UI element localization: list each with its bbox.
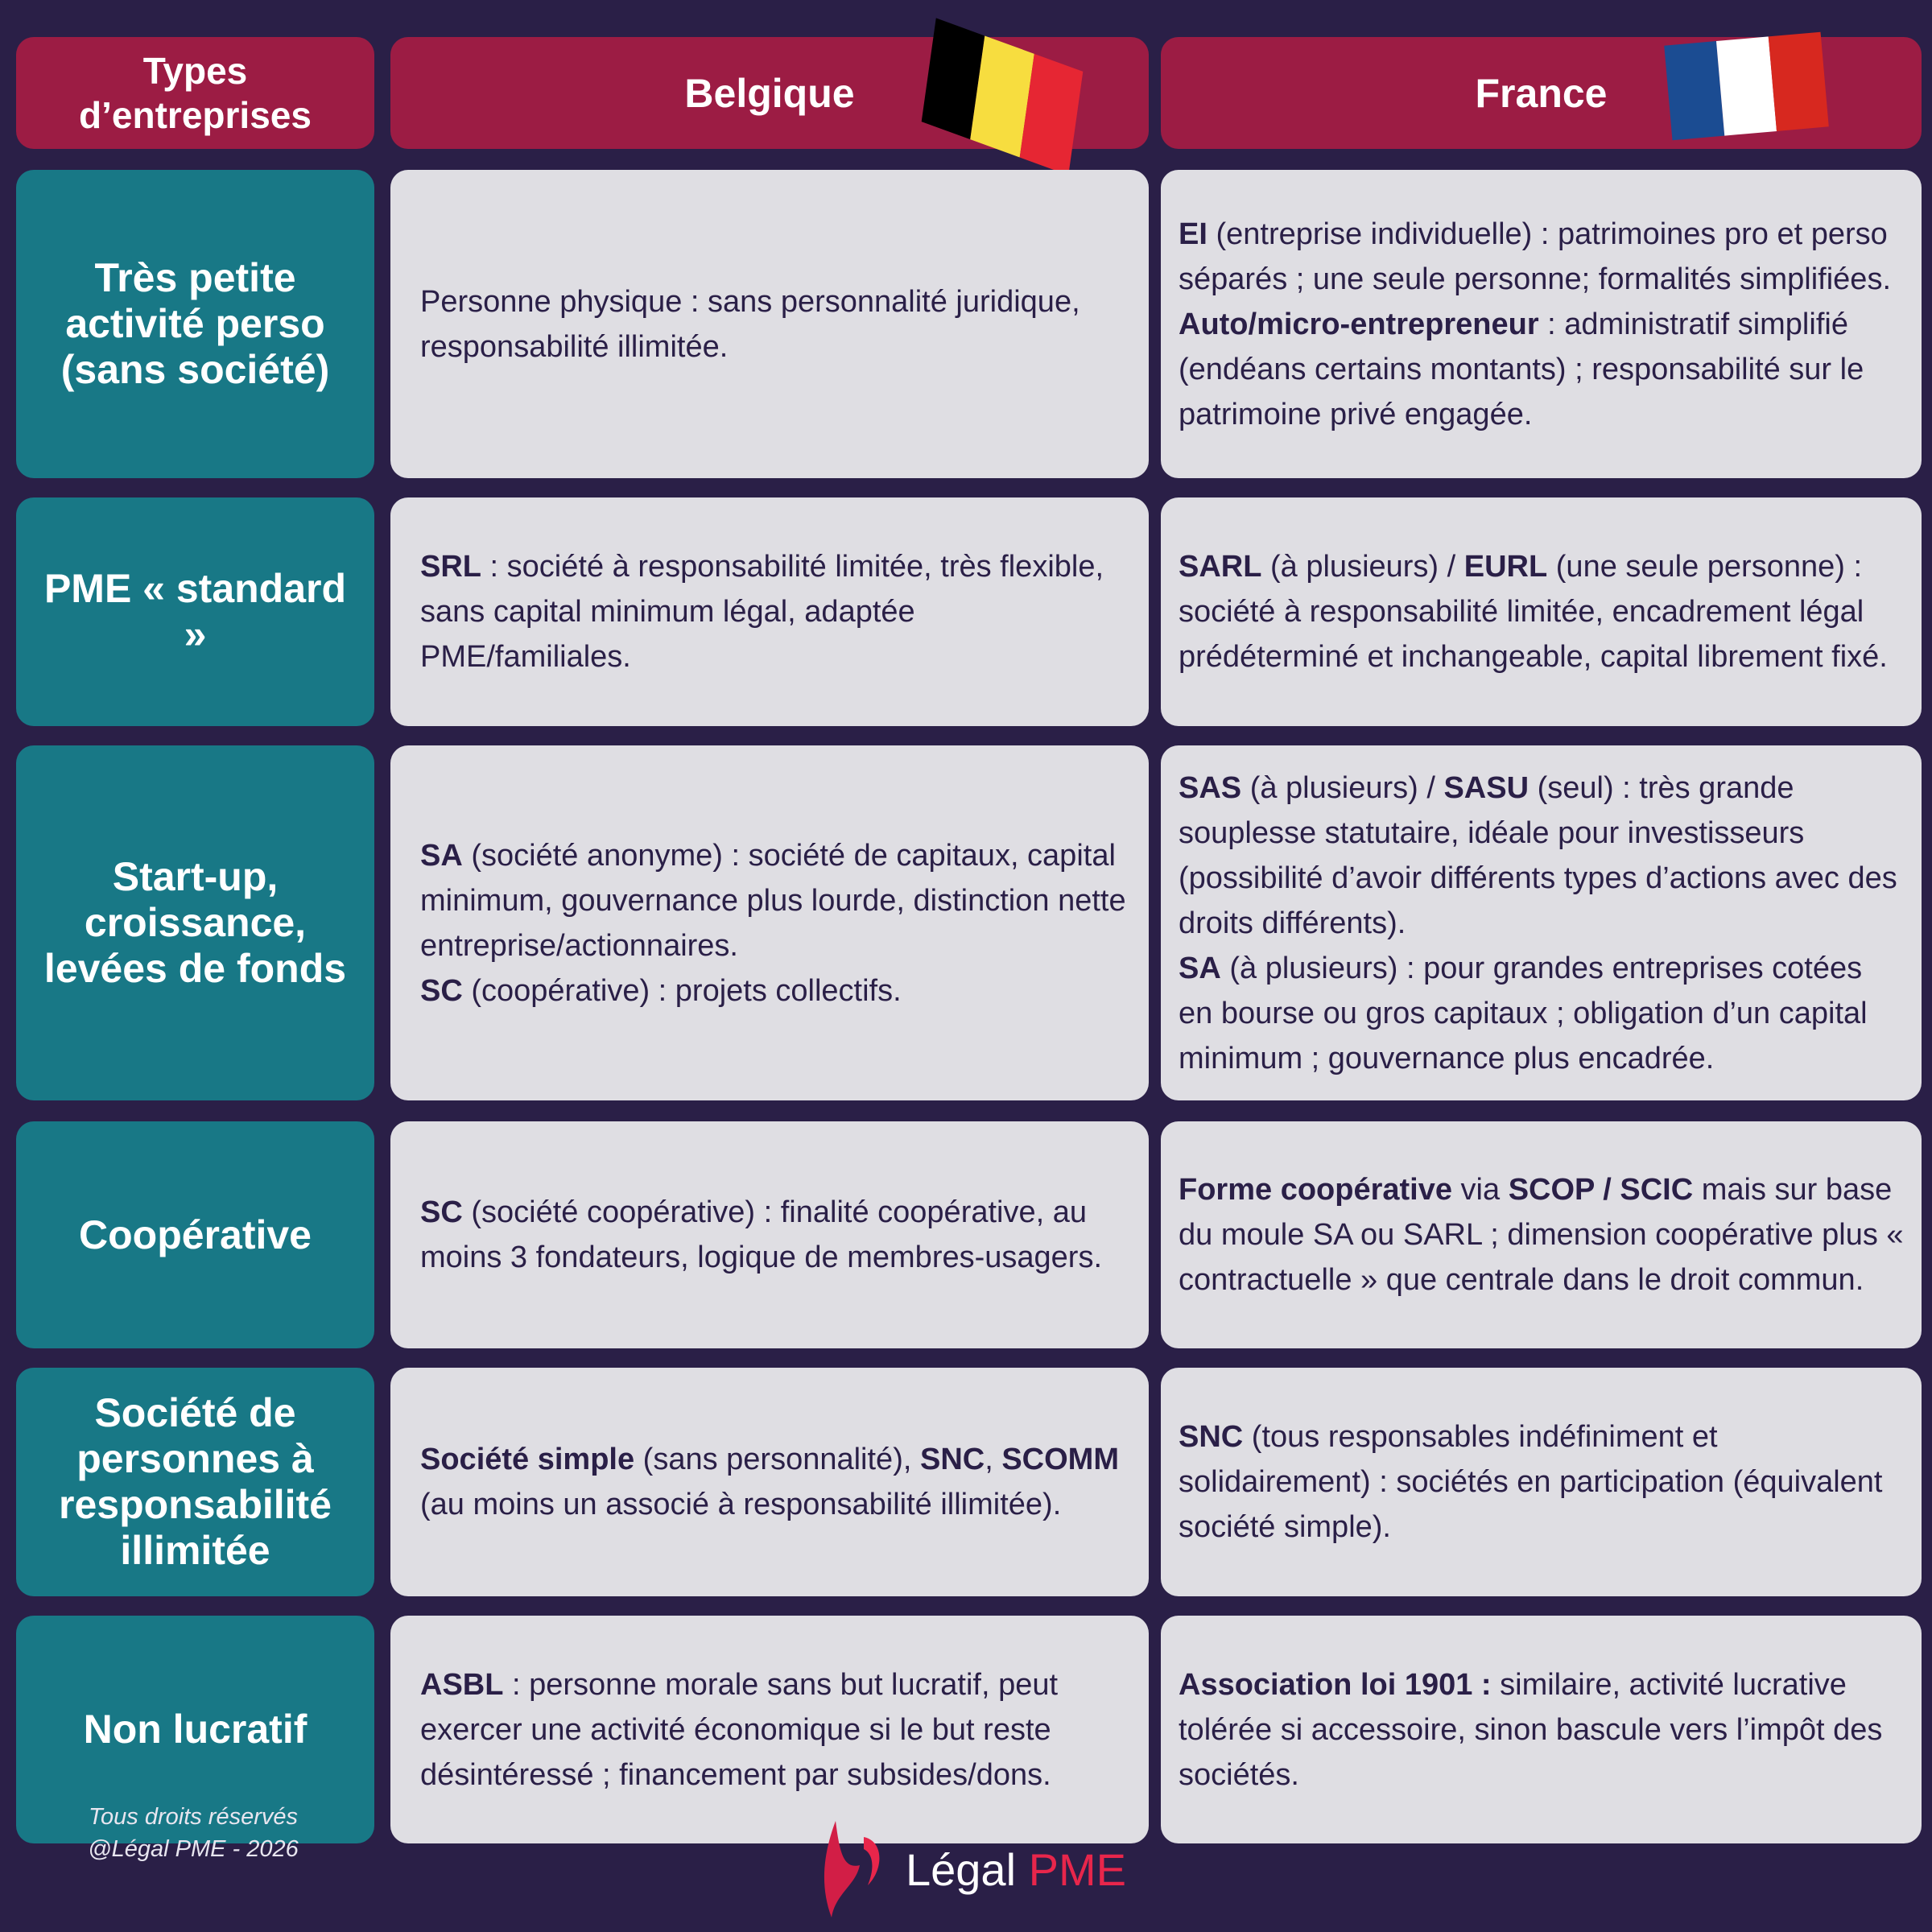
france-cell bbox=[1161, 1616, 1922, 1843]
legal-form-term: SA bbox=[1179, 951, 1221, 985]
row-label-text: Start-up, croissance, levées de fonds bbox=[43, 854, 347, 991]
belgique-cell bbox=[390, 1368, 1149, 1596]
cell-paragraph bbox=[1179, 212, 1904, 302]
logo-word-legal: Légal bbox=[906, 1843, 1017, 1895]
cell-paragraph bbox=[420, 279, 1131, 369]
france-cell bbox=[1161, 497, 1922, 726]
france-cell bbox=[1161, 170, 1922, 478]
legal-form-term: Association loi 1901 : bbox=[1179, 1667, 1492, 1702]
cell-paragraph bbox=[420, 1437, 1131, 1527]
legal-form-term: SRL bbox=[420, 550, 481, 584]
header-france-label: France bbox=[1475, 70, 1608, 116]
description-text: (à plusieurs) : pour grandes entreprises cotées en bourse ou gros capitaux ; obligation d’un capital minimum ; gouvernance plus encadrée. bbox=[1179, 951, 1868, 1075]
description-text: (tous responsables indéfiniment et solidairement) : sociétés en participation (équivalent société simple). bbox=[1179, 1420, 1883, 1544]
belgique-cell bbox=[390, 170, 1149, 478]
cell-paragraph bbox=[420, 833, 1131, 968]
legal-form-term: ASBL bbox=[420, 1667, 504, 1702]
cell-paragraph bbox=[1179, 1167, 1904, 1302]
description-text: Personne physique : sans personnalité juridique, responsabilité illimitée. bbox=[420, 284, 1080, 364]
logo-word-pme: PME bbox=[1028, 1843, 1126, 1895]
legal-form-term: SAS bbox=[1179, 770, 1242, 805]
row-label-text: Société de personnes à responsabilité illimitée bbox=[59, 1390, 332, 1573]
row-label bbox=[16, 1121, 374, 1348]
cell-paragraph bbox=[1179, 544, 1904, 679]
france-cell bbox=[1161, 1368, 1922, 1596]
cell-paragraph bbox=[420, 1190, 1131, 1280]
description-text: (à plusieurs) / bbox=[1241, 770, 1444, 805]
legal-form-term: SA bbox=[420, 838, 463, 873]
cell-paragraph bbox=[420, 968, 1131, 1013]
description-text: (à plusieurs) / bbox=[1261, 550, 1464, 584]
header-belgique-label: Belgique bbox=[684, 70, 855, 116]
france-cell bbox=[1161, 1121, 1922, 1348]
legal-form-term: SNC bbox=[919, 1443, 985, 1476]
header-types bbox=[16, 37, 374, 149]
row-label bbox=[16, 170, 374, 478]
belgique-cell bbox=[390, 745, 1149, 1100]
cell-paragraph bbox=[420, 544, 1131, 679]
legal-form-term: SCOP / SCIC bbox=[1508, 1173, 1694, 1207]
legal-form-term: Auto/micro-entrepreneur bbox=[1179, 307, 1539, 341]
description-text: mais sur base du moule SA ou SARL ; dimension coopérative plus « contractuelle » que centrale dans le droit commun. bbox=[1179, 1173, 1904, 1297]
row-label bbox=[16, 1368, 374, 1596]
swan-logo-icon bbox=[819, 1821, 888, 1918]
description-text: (au moins un associé à responsabilité illimitée). bbox=[420, 1488, 1062, 1521]
cell-paragraph bbox=[1179, 302, 1904, 437]
legal-form-term: Forme coopérative bbox=[1179, 1173, 1452, 1207]
france-flag-icon bbox=[1664, 32, 1829, 141]
legal-form-term: Société simple bbox=[420, 1443, 635, 1476]
description-text: : société à responsabilité limitée, très flexible, sans capital minimum légal, adaptée PME/familiales. bbox=[420, 550, 1104, 674]
copyright-notice bbox=[56, 1801, 330, 1865]
cell-paragraph bbox=[1179, 766, 1904, 946]
description-text: (société coopérative) : finalité coopérative, au moins 3 fondateurs, logique de membres-usagers. bbox=[420, 1195, 1103, 1274]
description-text: : administratif simplifié (endéans certains montants) ; responsabilité sur le patrimoine privé engagée. bbox=[1179, 307, 1864, 431]
cell-paragraph bbox=[1179, 1662, 1904, 1798]
cell-paragraph bbox=[420, 1662, 1131, 1798]
legal-form-term: SC bbox=[420, 973, 463, 1008]
row-label bbox=[16, 745, 374, 1100]
legal-form-term: SNC bbox=[1179, 1420, 1244, 1454]
legal-form-term: SC bbox=[420, 1195, 463, 1229]
legal-form-term: EI bbox=[1179, 217, 1208, 251]
description-text: : personne morale sans but lucratif, peut exercer une activité économique si le but reste désintéressé ; financement par subsides/dons. bbox=[420, 1667, 1059, 1792]
france-cell bbox=[1161, 745, 1922, 1100]
row-label-text: Coopérative bbox=[79, 1212, 312, 1257]
legal-pme-logo bbox=[819, 1821, 1126, 1918]
cell-paragraph bbox=[1179, 1414, 1904, 1550]
description-text: (une seule personne) : société à responsabilité limitée, encadrement légal prédéterminé et inchangeable, capital librement fixé. bbox=[1179, 550, 1888, 674]
description-text: (seul) : très grande souplesse statutaire, idéale pour investisseurs (possibilité d’avoir différents types d’actions avec des droits différents). bbox=[1179, 770, 1897, 940]
description-text: (coopérative) : projets collectifs. bbox=[462, 973, 902, 1008]
belgique-cell bbox=[390, 1121, 1149, 1348]
cell-paragraph bbox=[1179, 946, 1904, 1081]
belgique-cell bbox=[390, 1616, 1149, 1843]
copyright-line-1: Tous droits réservés bbox=[88, 1804, 299, 1830]
row-label-text: Non lucratif bbox=[83, 1707, 308, 1752]
header-types-label: Types d’entreprises bbox=[79, 49, 312, 136]
description-text: (sans personnalité), bbox=[634, 1443, 920, 1476]
legal-form-term: SARL bbox=[1179, 550, 1262, 584]
row-label-text: PME « standard » bbox=[43, 566, 347, 657]
description-text: (entreprise individuelle) : patrimoines pro et perso séparés ; une seule personne; formalités simplifiées. bbox=[1179, 217, 1892, 296]
description-text: via bbox=[1452, 1173, 1509, 1207]
belgique-cell bbox=[390, 497, 1149, 726]
description-text: similaire, activité lucrative tolérée si accessoire, sinon bascule vers l’impôt des sociétés. bbox=[1179, 1667, 1883, 1792]
row-label-text: Très petite activité perso (sans société) bbox=[60, 255, 330, 392]
legal-form-term: SASU bbox=[1443, 770, 1530, 805]
legal-form-term: SCOMM bbox=[1001, 1443, 1119, 1476]
row-label bbox=[16, 497, 374, 726]
description-text: , bbox=[985, 1443, 1002, 1476]
description-text: (société anonyme) : société de capitaux, capital minimum, gouvernance plus lourde, distinction nette entreprise/actionnaires. bbox=[420, 838, 1126, 963]
legal-form-term: EURL bbox=[1463, 550, 1548, 584]
copyright-line-2: @Légal PME - 2026 bbox=[88, 1836, 299, 1862]
